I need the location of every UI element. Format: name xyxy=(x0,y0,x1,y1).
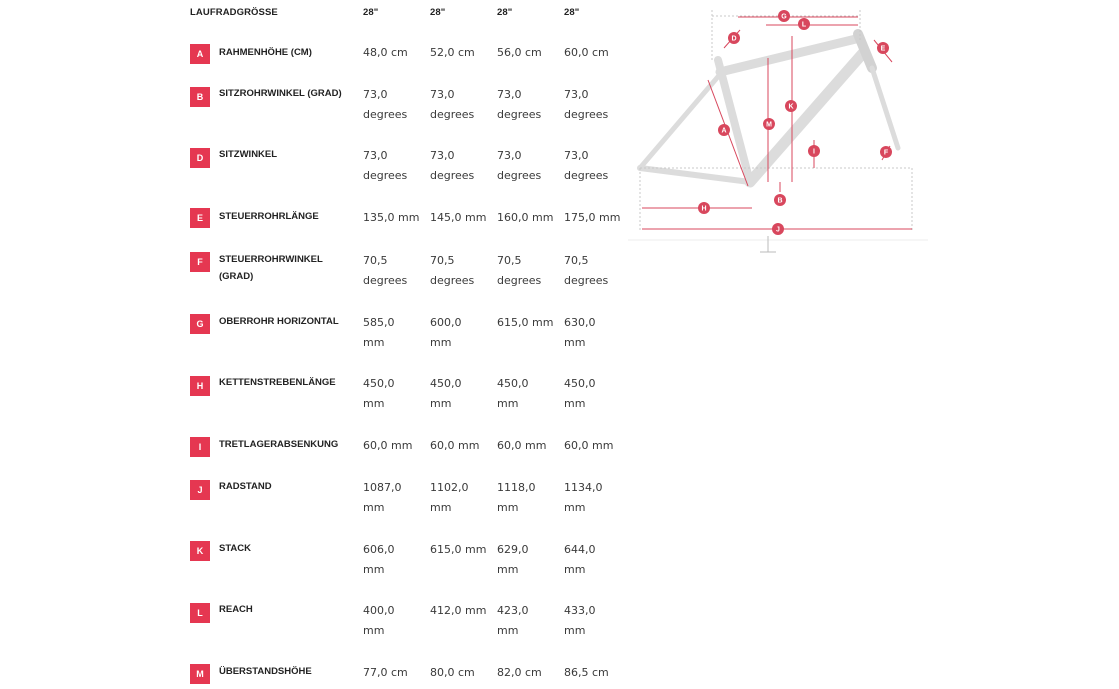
measure-name: SITZROHRWINKEL (GRAD) xyxy=(219,88,342,99)
value-cell: 73,0 degrees xyxy=(497,88,542,121)
svg-text:A: A xyxy=(721,127,727,135)
value-cell: 60,0 mm xyxy=(363,439,413,452)
value-cell: 1134,0 mm xyxy=(564,481,603,514)
diagram-label-e xyxy=(877,42,889,54)
measure-letter-badge: E xyxy=(190,208,210,228)
svg-text:F: F xyxy=(883,149,889,157)
value-cell: 433,0 mm xyxy=(564,604,596,637)
value-cell: 52,0 cm xyxy=(430,46,475,59)
header-size-3: 28" xyxy=(497,7,513,18)
value-cell: 1102,0 mm xyxy=(430,481,469,514)
measure-name: RAHMENHÖHE (CM) xyxy=(219,47,312,58)
svg-text:D: D xyxy=(731,35,737,43)
value-cell: 606,0 mm xyxy=(363,543,395,576)
svg-text:K: K xyxy=(788,103,794,111)
diagram-label-k xyxy=(785,100,797,112)
diagram-label-l xyxy=(798,18,810,30)
value-cell: 60,0 mm xyxy=(430,439,480,452)
value-cell: 70,5 degrees xyxy=(363,254,408,287)
value-cell: 70,5 degrees xyxy=(564,254,609,287)
measure-letter-badge: L xyxy=(190,603,210,623)
measure-name: TRETLAGERABSENKUNG xyxy=(219,439,339,450)
value-cell: 82,0 cm xyxy=(497,666,542,679)
value-cell: 135,0 mm xyxy=(363,211,420,224)
measure-letter-badge: G xyxy=(190,314,210,334)
value-cell: 615,0 mm xyxy=(430,543,487,556)
measure-name: OBERROHR HORIZONTAL xyxy=(219,316,339,327)
value-cell: 644,0 mm xyxy=(564,543,596,576)
header-wheel-size-label: LAUFRADGRÖSSE xyxy=(190,7,278,18)
svg-text:E: E xyxy=(880,45,886,53)
diagram-label-m xyxy=(763,118,775,130)
measure-name: SITZWINKEL xyxy=(219,149,278,160)
value-cell: 73,0 degrees xyxy=(363,88,408,121)
value-cell: 630,0 mm xyxy=(564,316,596,349)
value-cell: 585,0 mm xyxy=(363,316,395,349)
value-cell: 629,0 mm xyxy=(497,543,529,576)
diagram-label-h xyxy=(698,202,710,214)
value-cell: 1118,0 mm xyxy=(497,481,536,514)
value-cell: 77,0 cm xyxy=(363,666,408,679)
value-cell: 73,0 degrees xyxy=(363,149,408,182)
measure-name: ÜBERSTANDSHÖHE xyxy=(219,666,312,677)
value-cell: 60,0 cm xyxy=(564,46,609,59)
svg-text:I: I xyxy=(813,148,815,156)
value-cell: 73,0 degrees xyxy=(430,149,475,182)
value-cell: 450,0 mm xyxy=(363,377,395,410)
value-cell: 450,0 mm xyxy=(564,377,596,410)
measure-letter-badge: J xyxy=(190,480,210,500)
header-size-2: 28" xyxy=(430,7,446,18)
measure-name: STACK xyxy=(219,543,252,554)
diagram-labels xyxy=(628,0,938,260)
value-cell: 73,0 degrees xyxy=(564,88,609,121)
diagram-label-i xyxy=(808,145,820,157)
value-cell: 73,0 degrees xyxy=(430,88,475,121)
diagram-label-f xyxy=(880,146,892,158)
value-cell: 73,0 degrees xyxy=(497,149,542,182)
measure-letter-badge: A xyxy=(190,44,210,64)
value-cell: 56,0 cm xyxy=(497,46,542,59)
diagram-label-b xyxy=(774,194,786,206)
value-cell: 412,0 mm xyxy=(430,604,487,617)
value-cell: 60,0 mm xyxy=(497,439,547,452)
measure-name: STEUERROHRLÄNGE xyxy=(219,211,319,222)
value-cell: 160,0 mm xyxy=(497,211,554,224)
svg-text:M: M xyxy=(766,121,772,129)
svg-text:J: J xyxy=(776,226,780,234)
value-cell: 70,5 degrees xyxy=(497,254,542,287)
value-cell: 175,0 mm xyxy=(564,211,621,224)
diagram-label-j xyxy=(772,223,784,235)
value-cell: 73,0 degrees xyxy=(564,149,609,182)
value-cell: 80,0 cm xyxy=(430,666,475,679)
measure-letter-badge: K xyxy=(190,541,210,561)
header-size-4: 28" xyxy=(564,7,580,18)
svg-text:H: H xyxy=(701,205,707,213)
measure-letter-badge: H xyxy=(190,376,210,396)
value-cell: 70,5 degrees xyxy=(430,254,475,287)
value-cell: 615,0 mm xyxy=(497,316,554,329)
svg-text:G: G xyxy=(781,13,787,21)
value-cell: 60,0 mm xyxy=(564,439,614,452)
measure-name: STEUERROHRWINKEL (GRAD) xyxy=(219,254,323,282)
measure-letter-badge: B xyxy=(190,87,210,107)
value-cell: 145,0 mm xyxy=(430,211,487,224)
value-cell: 450,0 mm xyxy=(430,377,462,410)
value-cell: 86,5 cm xyxy=(564,666,609,679)
svg-text:B: B xyxy=(777,197,783,205)
value-cell: 423,0 mm xyxy=(497,604,529,637)
value-cell: 400,0 mm xyxy=(363,604,395,637)
measure-letter-badge: I xyxy=(190,437,210,457)
svg-text:L: L xyxy=(801,21,807,29)
diagram-label-d xyxy=(728,32,740,44)
measure-name: REACH xyxy=(219,604,253,615)
header-size-1: 28" xyxy=(363,7,379,18)
value-cell: 450,0 mm xyxy=(497,377,529,410)
value-cell: 1087,0 mm xyxy=(363,481,402,514)
measure-letter-badge: M xyxy=(190,664,210,684)
measure-name: KETTENSTREBENLÄNGE xyxy=(219,377,336,388)
diagram-label-g xyxy=(778,10,790,22)
measure-letter-badge: D xyxy=(190,148,210,168)
diagram-label-a xyxy=(718,124,730,136)
value-cell: 48,0 cm xyxy=(363,46,408,59)
measure-letter-badge: F xyxy=(190,252,210,272)
value-cell: 600,0 mm xyxy=(430,316,462,349)
measure-name: RADSTAND xyxy=(219,481,272,492)
